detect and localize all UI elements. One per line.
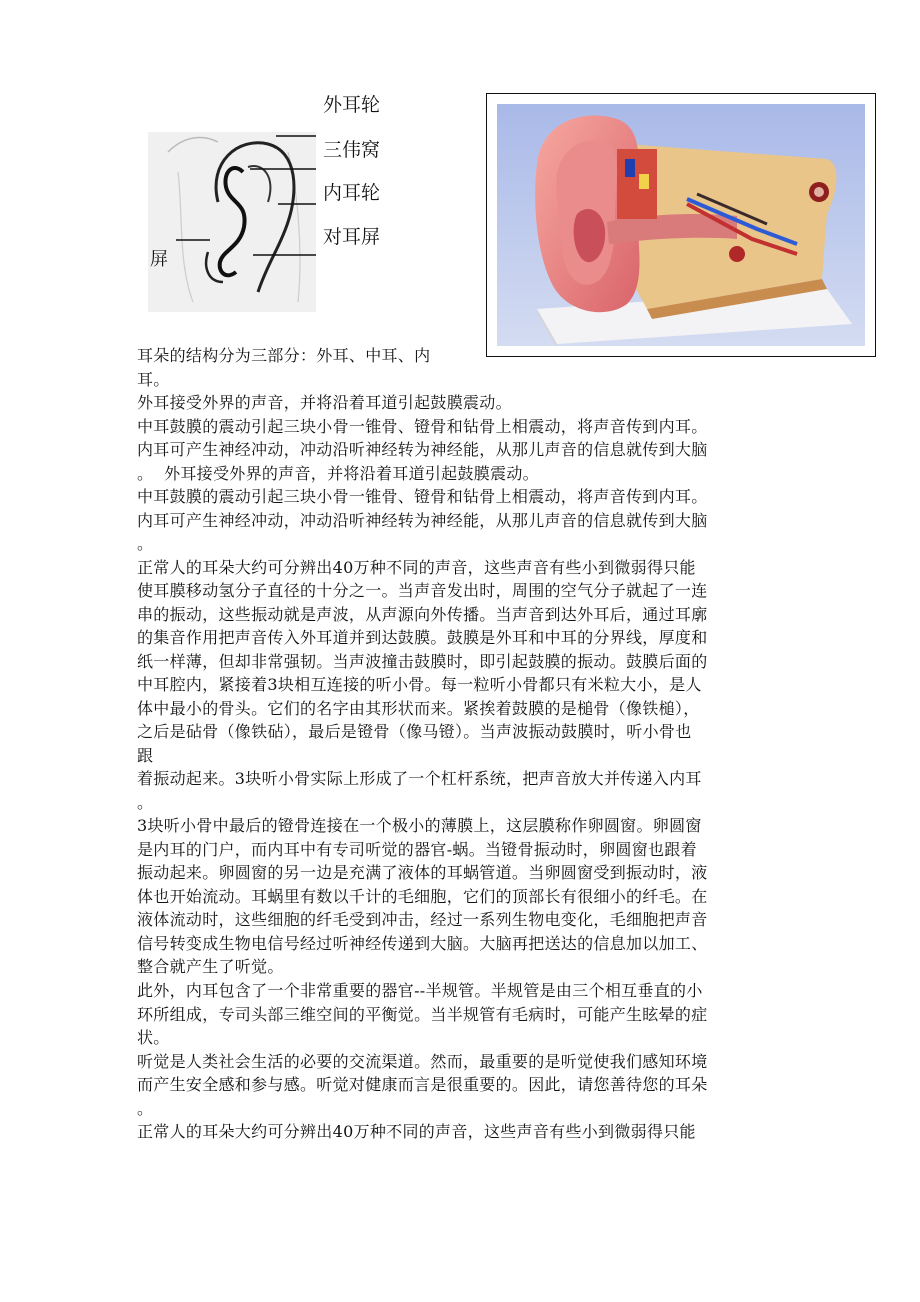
text-line: 。 外耳接受外界的声音，并将沿着耳道引起鼓膜震动。	[137, 463, 539, 483]
text-line: 是内耳的门户，而内耳中有专司听觉的器官-蜗。当镫骨振动时，卵圆窗也跟着	[137, 839, 697, 859]
text-line: 外耳接受外界的声音，并将沿着耳道引起鼓膜震动。	[137, 393, 512, 412]
label-inner-helix: 内耳轮	[323, 182, 381, 204]
text-line: 内耳可产生神经冲动，冲动沿听神经转为神经能，从那儿声音的信息就传到大脑	[137, 510, 708, 530]
label-antitragus: 对耳屏	[323, 226, 381, 248]
text-line: 耳。	[137, 369, 170, 389]
paragraph-outer-ear	[137, 391, 512, 415]
ear-model-illustration	[497, 104, 865, 346]
label-outer-helix: 外耳轮	[323, 94, 381, 116]
text-line: 使耳膜移动氢分子直径的十分之一。当声音发出时，周围的空气分子就起了一连	[137, 581, 708, 600]
paragraph-middle-ear	[137, 415, 708, 439]
paragraph-semicircular-canals	[137, 979, 708, 1050]
paragraph-sound-range-repeat	[137, 1120, 696, 1144]
text-line: 串的振动，这些振动就是声波，从声源向外传播。当声音到达外耳后，通过耳廓	[137, 604, 708, 624]
text-line: 信号转变成生物电信号经过听神经传递到大脑。大脑再把送达的信息加以加工、	[137, 933, 708, 953]
paragraph-ear-structure	[137, 344, 430, 391]
text-line: 。	[137, 1098, 154, 1118]
text-line: 耳朵的结构分为三部分：外耳、中耳、内	[137, 346, 431, 365]
ear-sketch-image	[148, 132, 316, 312]
text-line: 此外，内耳包含了一个非常重要的器官--半规管。半规管是由三个相互垂直的小	[137, 981, 703, 1000]
text-line: 。	[137, 792, 154, 812]
text-line: 之后是砧骨（像铁砧），最后是镫骨（像马镫）。当声波振动鼓膜时，听小骨也	[137, 722, 692, 741]
text-line: 整合就产生了听觉。	[137, 957, 284, 976]
paragraph-sound-transmission	[137, 556, 708, 815]
paragraph-inner-ear	[137, 438, 708, 485]
text-line: 正常人的耳朵大约可分辨出40万种不同的声音，这些声音有些小到微弱得只能	[137, 1122, 696, 1141]
paragraph-inner-ear-repeat	[137, 509, 708, 556]
text-line: 3块听小骨中最后的镫骨连接在一个极小的薄膜上，这层膜称作卵圆窗。卵圆窗	[137, 816, 702, 835]
paragraph-oval-window	[137, 814, 708, 979]
text-line: 纸一样薄，但却非常强韧。当声波撞击鼓膜时，即引起鼓膜的振动。鼓膜后面的	[137, 651, 708, 671]
text-line: 正常人的耳朵大约可分辨出40万种不同的声音，这些声音有些小到微弱得只能	[137, 557, 696, 577]
text-line: 而产生安全感和参与感。听觉对健康而言是很重要的。因此，请您善待您的耳朵	[137, 1075, 708, 1094]
text-line: 环所组成，专司头部三维空间的平衡觉。当半规管有毛病时，可能产生眩晕的症	[137, 1004, 708, 1024]
label-triangular-fossa: 三伟窝	[323, 139, 381, 161]
text-line: 液体流动时，这些细胞的纤毛受到冲击，经过一系列生物电变化，毛细胞把声音	[137, 910, 708, 929]
text-line: 的集音作用把声音传入外耳道并到达鼓膜。鼓膜是外耳和中耳的分界线，厚度和	[137, 628, 708, 647]
text-line: 跟	[137, 745, 154, 765]
text-line: 状。	[137, 1028, 170, 1047]
ear-sketch-drawing	[148, 132, 316, 312]
text-line: 。	[137, 534, 154, 553]
text-line: 中耳鼓膜的震动引起三块小骨一锥骨、镫骨和钻骨上相震动，将声音传到内耳。	[137, 487, 708, 506]
text-line: 体也开始流动。耳蜗里有数以千计的毛细胞，它们的顶部长有很细小的纤毛。在	[137, 886, 708, 906]
text-line: 内耳可产生神经冲动，冲动沿听神经转为神经能，从那儿声音的信息就传到大脑	[137, 440, 708, 459]
text-line: 中耳鼓膜的震动引起三块小骨一锥骨、镫骨和钻骨上相震动，将声音传到内耳。	[137, 416, 708, 436]
text-line: 体中最小的骨头。它们的名字由其形状而来。紧挨着鼓膜的是槌骨（像铁槌），	[137, 698, 700, 718]
paragraph-middle-ear-repeat	[137, 485, 708, 509]
paragraph-hearing-importance	[137, 1050, 708, 1121]
sketch-side-label: 屏	[150, 249, 168, 270]
text-line: 中耳腔内，紧接着3块相互连接的听小骨。每一粒听小骨都只有米粒大小，是人	[137, 675, 702, 694]
ear-model-photo	[486, 93, 876, 357]
text-line: 振动起来。卵圆窗的另一边是充满了液体的耳蜗管道。当卵圆窗受到振动时，液	[137, 863, 708, 882]
text-line: 听觉是人类社会生活的必要的交流渠道。然而，最重要的是听觉使我们感知环境	[137, 1051, 708, 1071]
text-line: 着振动起来。3块听小骨实际上形成了一个杠杆系统，把声音放大并传递入内耳	[137, 769, 702, 788]
